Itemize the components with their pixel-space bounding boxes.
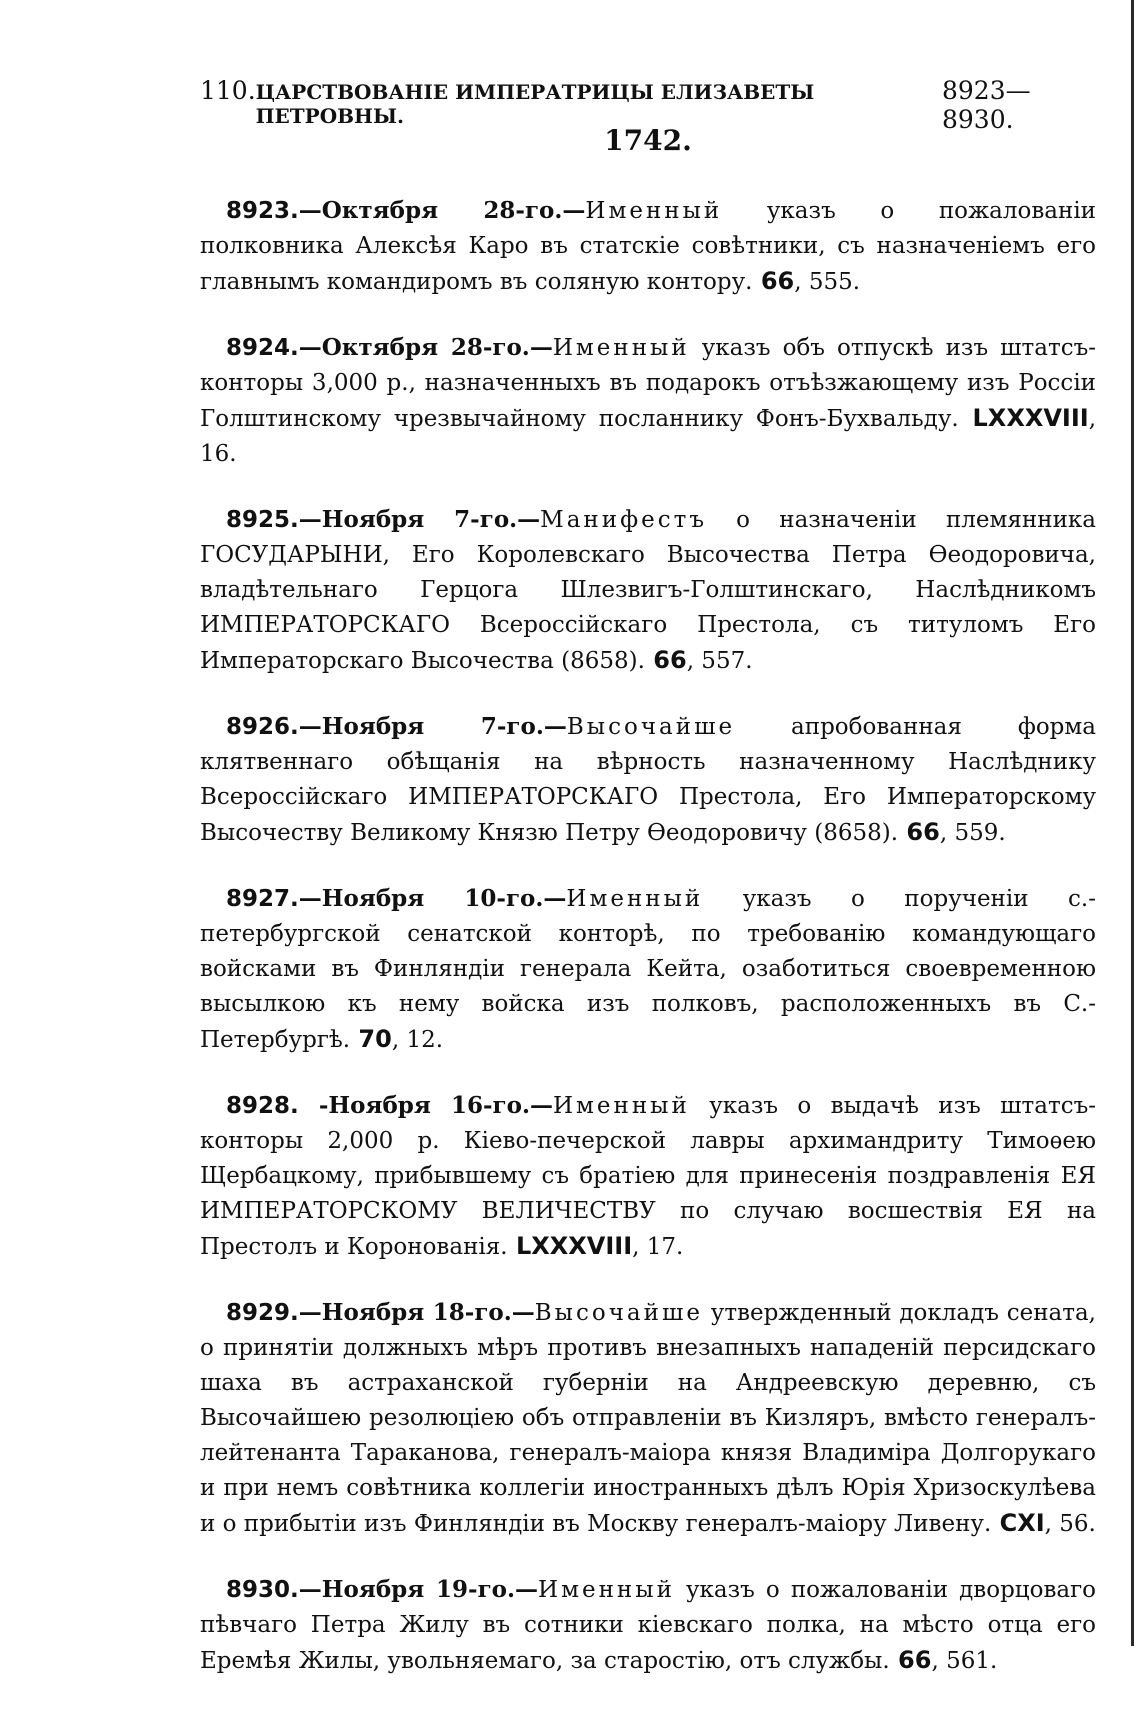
page-edge-line <box>1131 0 1134 1646</box>
entry-text: указъ о пожалованіи дворцоваго пѣвчаго Петра Жилу въ сотники кіевскаго полка, на мѣсто отца его Еремѣя Жилы, увольняемаго, за старостію, отъ службы. <box>200 1577 1097 1674</box>
running-title: ЦАРСТВОВАНІЕ ИМПЕРАТРИЦЫ ЕЛИЗАВЕТЫ ПЕТРОВНЫ. <box>255 80 815 128</box>
entry-text: апробованная форма клятвеннаго обѣщанія на вѣрность назначенному Наслѣднику Всероссійскаго ИМПЕРАТОРСКАГО Престола, Его Императорскому Высочеству Великому Князю Петру Ѳеодоровичу (8658). <box>200 714 1096 846</box>
entry-volume: LXXXVIII <box>958 404 1089 432</box>
entry-8928 <box>200 1088 1096 1265</box>
entry-range: 8923—8930. <box>941 76 1031 134</box>
entry-number: 8929. <box>226 1300 299 1326</box>
entry-kind: Высочайше <box>566 714 736 740</box>
entry-page: , 17. <box>632 1234 684 1260</box>
entry-number: 8925. <box>226 507 299 533</box>
year-heading: 1742. <box>604 124 692 157</box>
entry-page: , 557. <box>686 648 753 674</box>
entry-date: —Ноября 7-го.— <box>298 506 541 533</box>
entry-text: о назначеніи племянника ГОСУДАРЫНИ, Его Королевскаго Высочества Петра Ѳеодоровича, владѣтельнаго Герцога Шлезвигъ-Голштинскаго, Наслѣдникомъ ИМПЕРАТОРСКАГО Всероссійскаго Престола, съ титуломъ Его Императорскаго Высочества (8658). <box>200 507 1096 674</box>
entry-kind: Именный <box>538 1577 675 1603</box>
entry-kind: Именный <box>566 886 704 912</box>
entry-8925 <box>200 502 1096 679</box>
entry-page: , 559. <box>939 820 1006 846</box>
entry-8929 <box>200 1295 1096 1542</box>
entry-8923 <box>200 193 1096 300</box>
entry-date: —Октября 28-го.— <box>298 197 586 224</box>
entry-date: —Ноября 18-го.— <box>298 1299 535 1326</box>
entry-text: указъ о выдачѣ изъ штатсъ-конторы 2,000 р. Кіево-печерской лавры архимандриту Тимоѳею Щербацкому, прибывшему съ братіею для принесенія поздравленія ЕЯ ИМПЕРАТОРСКОМУ ВЕЛИЧЕСТВУ по случаю восшествія ЕЯ на Престолъ и Коронованія. <box>200 1093 1096 1260</box>
page-number: 110. <box>200 76 256 105</box>
entry-volume: CXI <box>991 1509 1045 1537</box>
entry-date: —Ноября 19-го.— <box>298 1576 539 1603</box>
entry-text: указъ объ отпускѣ изъ штатсъ-конторы 3,000 р., назначенныхъ въ подарокъ отъѣзжающему изъ Россіи Голштинскому чрезвычайному посланнику Фонъ-Бухвальду. <box>200 335 1097 432</box>
entry-volume: LXXXVIII <box>507 1232 633 1260</box>
entry-kind: Манифестъ <box>540 507 707 533</box>
page-header <box>200 76 1096 134</box>
entry-number: 8923. <box>226 198 299 224</box>
entry-date: —Октября 28-го.— <box>298 334 553 361</box>
entry-date: —Ноября 10-го.— <box>298 885 567 912</box>
entry-text: утвержденный докладъ сената, о принятіи должныхъ мѣръ противъ внезапныхъ нападеній персидскаго шаха въ астраханской губерніи на Андреевскую деревню, съ Высочайшею резолюціею объ отправленіи въ Кизляръ, вмѣсто генералъ-лейтенанта Тараканова, генералъ-маіора князя Владиміра Долгорукаго и при немъ совѣтника коллегіи иностранныхъ дѣлъ Юрія Хризоскулѣева и о прибытіи изъ Финляндіи въ Москву генералъ-маіору Ливену. <box>200 1300 1096 1537</box>
entry-date: —Ноября 7-го.— <box>298 713 567 740</box>
entry-volume: 66 <box>644 646 687 674</box>
entry-number: 8930. <box>226 1577 299 1603</box>
entry-8930 <box>200 1572 1096 1679</box>
entry-number: 8924. <box>226 335 299 361</box>
entry-number: 8926. <box>226 714 299 740</box>
entry-page: , 555. <box>794 269 861 295</box>
entry-page: , 561. <box>931 1648 998 1674</box>
entry-8927 <box>200 881 1096 1058</box>
entry-volume: 66 <box>898 818 940 846</box>
entry-kind: Именный <box>552 335 690 361</box>
entry-text: указъ о пожалованіи полковника Алексѣя Каро въ статскіе совѣтники, съ назначеніемъ его главнымъ командиромъ въ соляную контору. <box>200 198 1096 295</box>
entry-page: , 12. <box>391 1027 444 1053</box>
entry-number: 8927. <box>226 886 299 912</box>
entry-8924 <box>200 330 1096 472</box>
document-page <box>200 76 1096 1709</box>
entry-kind: Именный <box>552 1093 690 1119</box>
entry-text: указъ о порученіи с.-петербургской сенатской конторѣ, по требованію командующаго войсками въ Финляндіи генерала Кейта, озаботиться своевременною высылкою къ нему войска изъ полковъ, расположенныхъ въ С.-Петербургѣ. <box>200 886 1096 1053</box>
entry-number: 8928. <box>226 1093 299 1119</box>
entry-8926 <box>200 709 1096 851</box>
entry-kind: Именный <box>585 198 723 224</box>
entry-page: , 16. <box>200 406 1096 467</box>
entry-volume: 66 <box>752 267 795 295</box>
entry-kind: Высочайше <box>534 1300 703 1326</box>
entry-date: -Ноября 16-го.— <box>298 1092 553 1119</box>
entry-volume: 66 <box>889 1646 932 1674</box>
entry-page: , 56. <box>1044 1511 1096 1537</box>
entry-volume: 70 <box>350 1025 392 1053</box>
